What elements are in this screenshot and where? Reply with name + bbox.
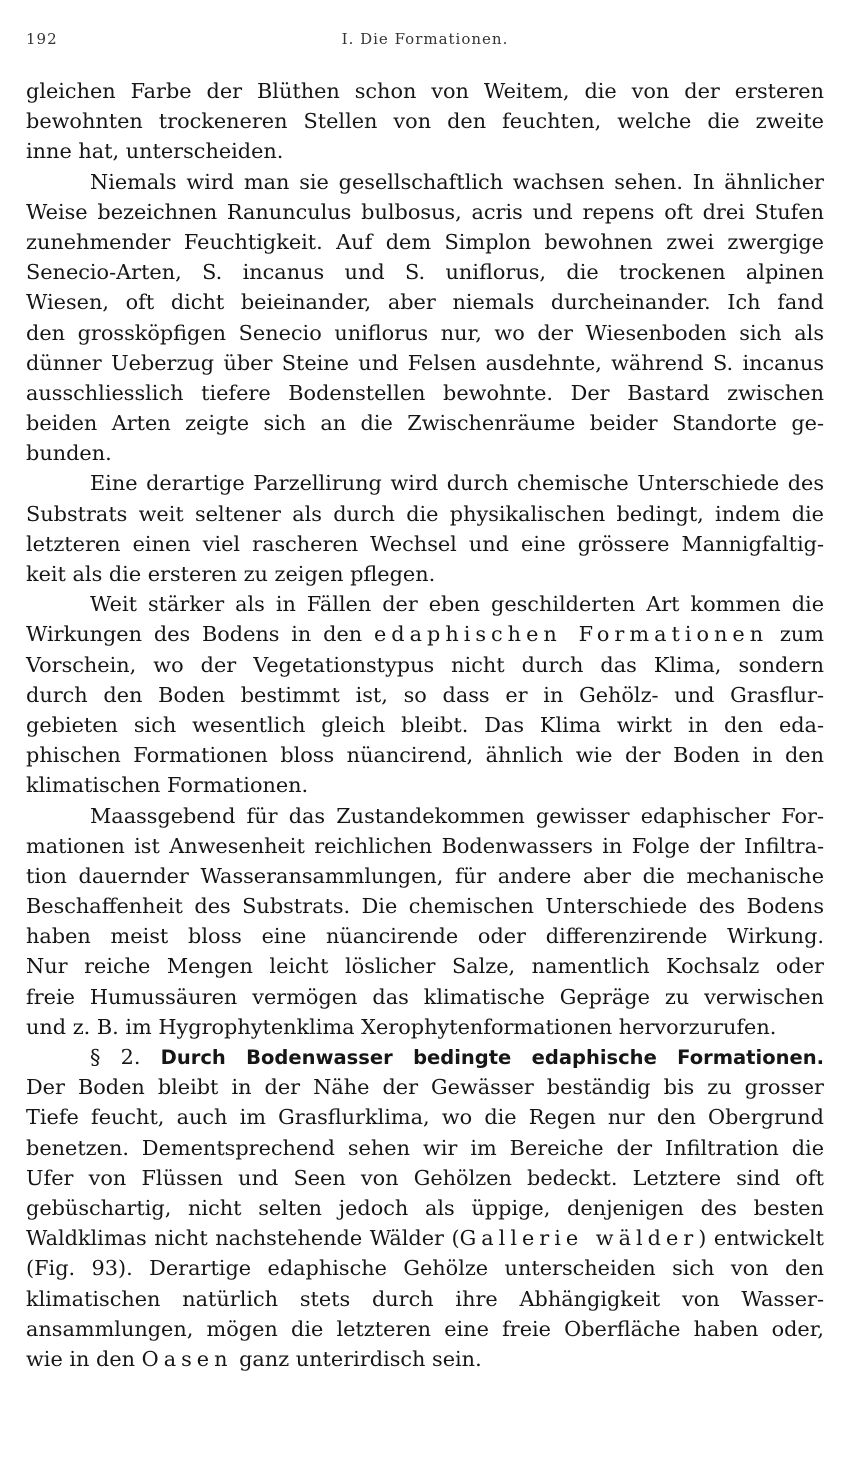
text-line: inne hat, unterscheiden. — [26, 139, 284, 164]
text-run: ) entwickelt — [698, 1226, 824, 1251]
spaced-term: edaphischen Formationen — [373, 622, 769, 647]
text-line: letzteren einen viel rascheren Wechsel und eine grössere Mannigfaltig- — [26, 531, 824, 556]
text-run: Wirkungen des Bodens in den — [26, 622, 374, 647]
text-line: mationen ist Anwesenheit reichlichen Bodenwassers in Folge der Infiltra- — [26, 833, 824, 858]
text-line: phischen Formationen bloss nüancirend, ähnlich wie der Boden in den — [26, 743, 824, 768]
text-line: klimatischen Formationen. — [26, 773, 309, 798]
text-line: bewohnten trockeneren Stellen von den feuchten, welche die zweite — [26, 109, 824, 134]
text-line: durch den Boden bestimmt ist, so dass er in Gehölz- und Grasflur- — [26, 682, 824, 707]
section-heading — [26, 1042, 824, 1072]
text-line: ansammlungen, mögen die letzteren eine freie Oberfläche haben oder, — [26, 1316, 824, 1341]
text-line: Ufer von Flüssen und Seen von Gehölzen bedeckt. Letztere sind oft — [26, 1165, 824, 1190]
running-title: I. Die Formationen. — [341, 30, 509, 48]
page-header — [26, 30, 824, 52]
body-text — [26, 76, 824, 1374]
text-line: benetzen. Dementsprechend sehen wir im Bereiche der Infiltration die — [26, 1135, 824, 1160]
spaced-term: Gallerie wälder — [459, 1226, 699, 1251]
text-line: Nur reiche Mengen leicht löslicher Salze, namentlich Kochsalz oder — [26, 954, 824, 979]
text-line: tion dauernder Wasseransammlungen, für andere aber die mechanische — [26, 863, 824, 888]
text-line: Tiefe feucht, auch im Grasflurklima, wo die Regen nur den Obergrund — [26, 1105, 824, 1130]
text-line: klimatischen natürlich stets durch ihre Abhängigkeit von Wasser- — [26, 1286, 824, 1311]
text-line: gebieten sich wesentlich gleich bleibt. Das Klima wirkt in den eda- — [26, 712, 824, 737]
text-line: Eine derartige Parzellirung wird durch chemische Unterschiede des — [90, 471, 824, 496]
text-line: Maassgebend für das Zustandekommen gewisser edaphischer For- — [90, 803, 824, 828]
text-line: zunehmender Feuchtigkeit. Auf dem Simplon bewohnen zwei zwergige — [26, 229, 824, 254]
page-number: 192 — [26, 30, 58, 48]
text-line: gebüschartig, nicht selten jedoch als üppige, denjenigen des besten — [26, 1195, 824, 1220]
text-run: wie in den — [26, 1346, 142, 1371]
text-line: Substrats weit seltener als durch die physikalischen bedingt, indem die — [26, 501, 824, 526]
text-line: Beschaffenheit des Substrats. Die chemischen Unterschiede des Bodens — [26, 894, 824, 919]
text-line — [26, 1223, 824, 1253]
text-line: den grossköpfigen Senecio uniflorus nur, wo der Wiesenboden sich als — [26, 320, 824, 345]
text-line: Wiesen, oft dicht beieinander, aber niemals durcheinander. Ich fand — [26, 290, 824, 315]
text-run: zum — [768, 622, 825, 647]
text-line: Senecio-Arten, S. incanus und S. uniflorus, die trockenen alpinen — [26, 260, 824, 285]
text-line: Weise bezeichnen Ranunculus bulbosus, acris und repens oft drei Stufen — [26, 199, 824, 224]
text-line: haben meist bloss eine nüancirende oder differenzirende Wirkung. — [26, 924, 824, 949]
spaced-term: Oasen — [141, 1346, 233, 1371]
text-line: dünner Ueberzug über Steine und Felsen ausdehnte, während S. incanus — [26, 350, 824, 375]
text-line: ausschliesslich tiefere Bodenstellen bewohnte. Der Bastard zwischen — [26, 380, 824, 405]
text-line: beiden Arten zeigte sich an die Zwischenräume beider Standorte ge- — [26, 411, 824, 436]
text-line: Vorschein, wo der Vegetationstypus nicht durch das Klima, sondern — [26, 652, 824, 677]
section-number: § 2. — [90, 1045, 141, 1069]
text-line — [26, 619, 824, 649]
text-line: keit als die ersteren zu zeigen pflegen. — [26, 562, 436, 586]
text-line: gleichen Farbe der Blüthen schon von Weitem, die von der ersteren — [26, 79, 824, 103]
section-title: Durch Bodenwasser bedingte edaphische Formationen. — [160, 1046, 824, 1069]
text-line: (Fig. 93). Derartige edaphische Gehölze unterscheiden sich von den — [26, 1256, 824, 1281]
text-line: bunden. — [26, 441, 112, 466]
text-line: freie Humussäuren vermögen das klimatische Gepräge zu verwischen — [26, 984, 824, 1009]
text-line — [26, 1344, 824, 1374]
text-run: ganz unterirdisch sein. — [232, 1346, 482, 1371]
text-line: und z. B. im Hygrophytenklima Xerophytenformationen hervorzurufen. — [26, 1014, 777, 1039]
text-line: Weit stärker als in Fällen der eben geschilderten Art kommen die — [90, 592, 824, 617]
text-run: Waldklimas nicht nachstehende Wälder ( — [26, 1226, 460, 1251]
text-line: Der Boden bleibt in der Nähe der Gewässer beständig bis zu grosser — [26, 1075, 824, 1100]
text-line: Niemals wird man sie gesellschaftlich wachsen sehen. In ähnlicher — [90, 169, 824, 194]
